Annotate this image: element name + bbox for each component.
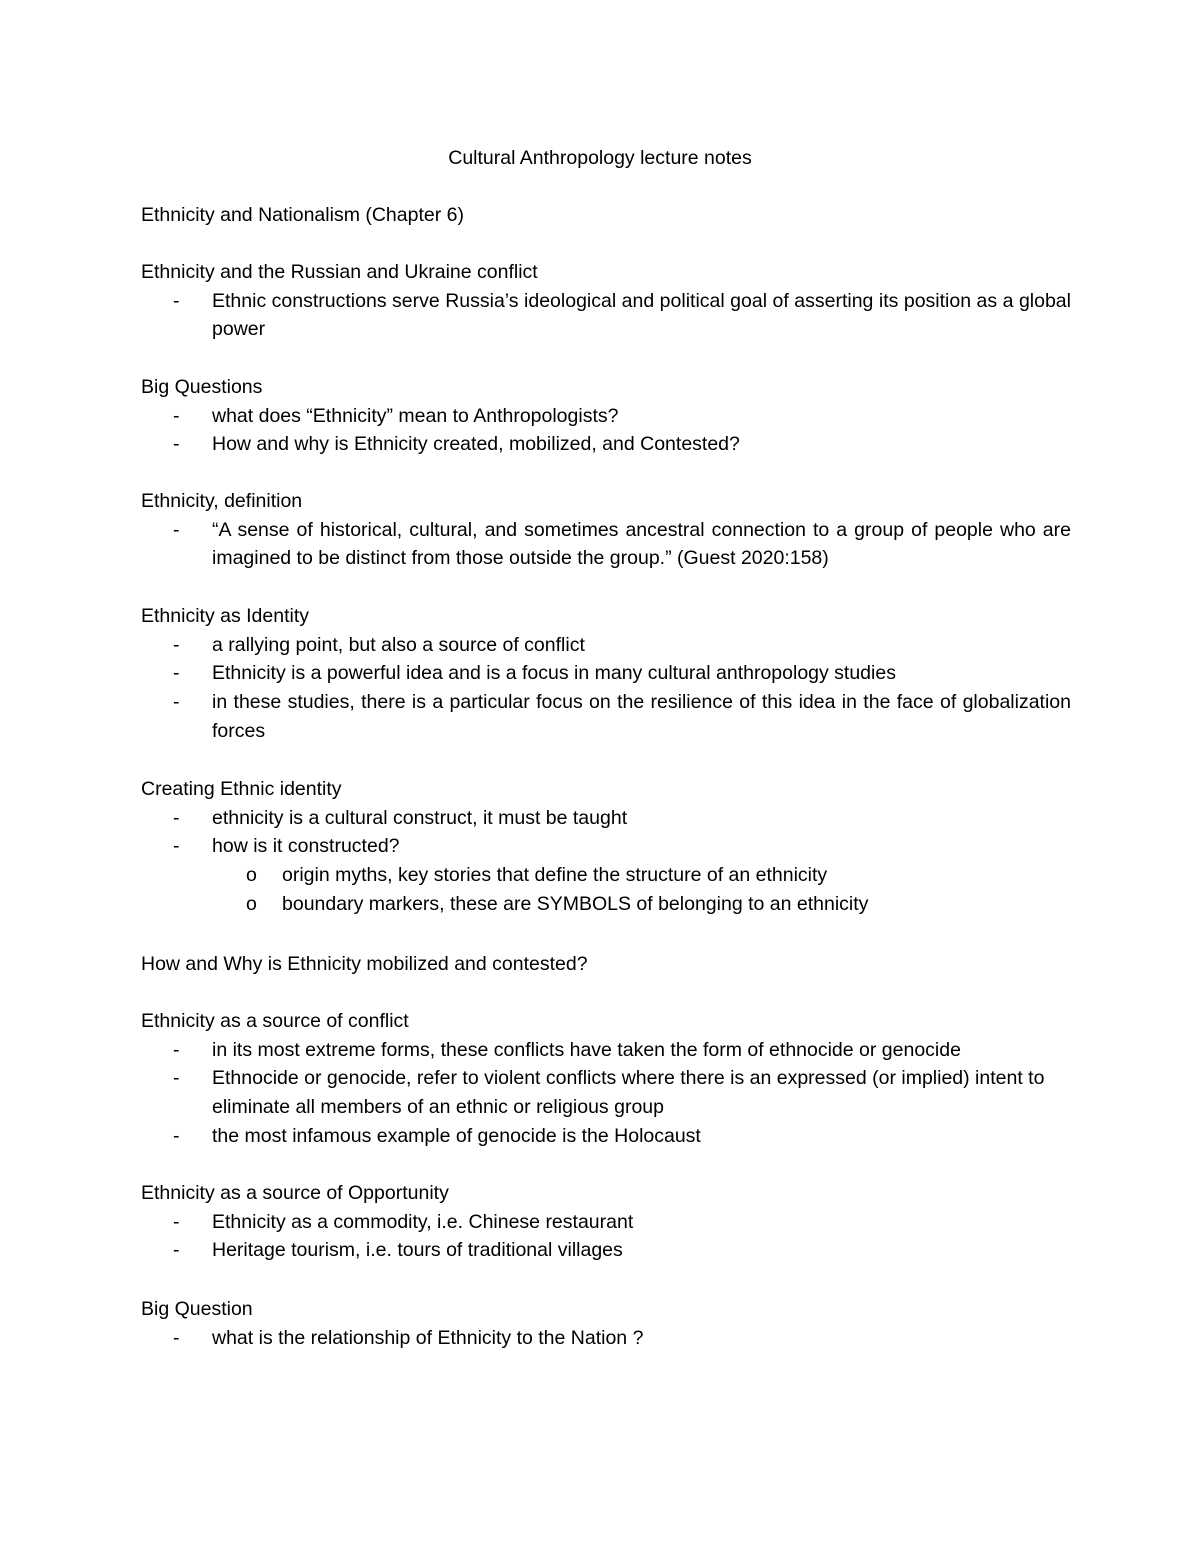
bullet-marker: -	[173, 1239, 180, 1262]
list-item	[141, 659, 1071, 688]
bullet-marker: -	[173, 518, 180, 541]
bullet-marker: -	[173, 1210, 180, 1233]
list-item	[141, 1064, 1071, 1121]
bullet-marker: -	[173, 806, 180, 829]
bullet-marker: -	[173, 691, 180, 714]
sub-bullet-text: boundary markers, these are SYMBOLS of belonging to an ethnicity	[282, 892, 869, 915]
bullet-text: a rallying point, but also a source of conflict	[212, 633, 585, 656]
bullet-text: the most infamous example of genocide is the Holocaust	[212, 1124, 701, 1147]
list-item	[141, 430, 1071, 459]
section-definition	[141, 487, 1071, 573]
list-item	[141, 631, 1071, 660]
chapter-heading-block	[141, 201, 1071, 230]
list-item	[141, 1324, 1071, 1353]
sub-bullet-marker: o	[246, 864, 257, 887]
sub-bullet-marker: o	[246, 892, 257, 915]
bullet-text: how is it constructed?	[212, 835, 400, 858]
section-opportunity	[141, 1179, 1071, 1265]
list-item	[141, 1122, 1071, 1151]
bullet-text: ethnicity is a cultural construct, it must be taught	[212, 806, 628, 829]
bullet-marker: -	[173, 633, 180, 656]
chapter-heading: Ethnicity and Nationalism (Chapter 6)	[141, 204, 464, 226]
section-heading: Ethnicity as Identity	[141, 605, 309, 627]
bullet-text: Heritage tourism, i.e. tours of traditional villages	[212, 1239, 623, 1262]
list-item	[141, 1208, 1071, 1237]
list-item	[141, 1036, 1071, 1065]
sub-list-item	[141, 861, 1071, 890]
bullet-marker: -	[173, 662, 180, 685]
list-item	[141, 1236, 1071, 1265]
list-item	[141, 516, 1071, 573]
section-big-question	[141, 1295, 1071, 1352]
section-heading: Big Question	[141, 1298, 253, 1320]
list-item	[141, 832, 1071, 861]
section-mobilized	[141, 950, 1071, 979]
bullet-text: How and why is Ethnicity created, mobilized, and Contested?	[212, 433, 740, 456]
bullet-text: Ethnocide or genocide, refer to violent conflicts where there is an expressed (or implied) intent to eliminate all members of an ethnic or religious group	[212, 1067, 1045, 1119]
bullet-text: what is the relationship of Ethnicity to the Nation ?	[212, 1326, 644, 1349]
bullet-marker: -	[173, 835, 180, 858]
bullet-marker: -	[173, 433, 180, 456]
list-item	[141, 402, 1071, 431]
sub-list-item	[141, 890, 1071, 919]
section-conflict	[141, 1007, 1071, 1151]
bullet-marker: -	[173, 1067, 180, 1090]
bullet-text: “A sense of historical, cultural, and sometimes ancestral connection to a group of people who are imagined to be distinct from those outside the group.” (Guest 2020:158)	[212, 518, 1071, 570]
bullet-marker: -	[173, 1326, 180, 1349]
section-creating	[141, 775, 1071, 919]
bullet-text: in its most extreme forms, these conflicts have taken the form of ethnocide or genocide	[212, 1038, 961, 1061]
section-heading: How and Why is Ethnicity mobilized and contested?	[141, 953, 588, 975]
list-item	[141, 804, 1071, 833]
bullet-text: Ethnicity is a powerful idea and is a focus in many cultural anthropology studies	[212, 662, 896, 685]
bullet-text: Ethnicity as a commodity, i.e. Chinese restaurant	[212, 1210, 634, 1233]
list-item	[141, 287, 1071, 344]
sub-bullet-text: origin myths, key stories that define the structure of an ethnicity	[282, 864, 828, 887]
bullet-marker: -	[173, 1038, 180, 1061]
bullet-text: Ethnic constructions serve Russia’s ideological and political goal of asserting its position as a global power	[212, 289, 1071, 341]
section-heading: Ethnicity as a source of conflict	[141, 1010, 409, 1032]
section-russia	[141, 258, 1071, 344]
section-heading: Ethnicity as a source of Opportunity	[141, 1182, 449, 1204]
list-item	[141, 688, 1071, 745]
section-heading: Ethnicity, definition	[141, 490, 303, 512]
section-heading: Ethnicity and the Russian and Ukraine conflict	[141, 261, 538, 283]
bullet-marker: -	[173, 1124, 180, 1147]
section-heading: Creating Ethnic identity	[141, 778, 342, 800]
section-heading: Big Questions	[141, 376, 263, 398]
bullet-text: in these studies, there is a particular focus on the resilience of this idea in the face of globalization forces	[212, 691, 1071, 742]
section-identity	[141, 602, 1071, 746]
section-big-questions	[141, 373, 1071, 459]
bullet-marker: -	[173, 289, 180, 312]
bullet-marker: -	[173, 404, 180, 427]
bullet-text: what does “Ethnicity” mean to Anthropologists?	[212, 404, 619, 427]
document-title: Cultural Anthropology lecture notes	[448, 147, 752, 169]
